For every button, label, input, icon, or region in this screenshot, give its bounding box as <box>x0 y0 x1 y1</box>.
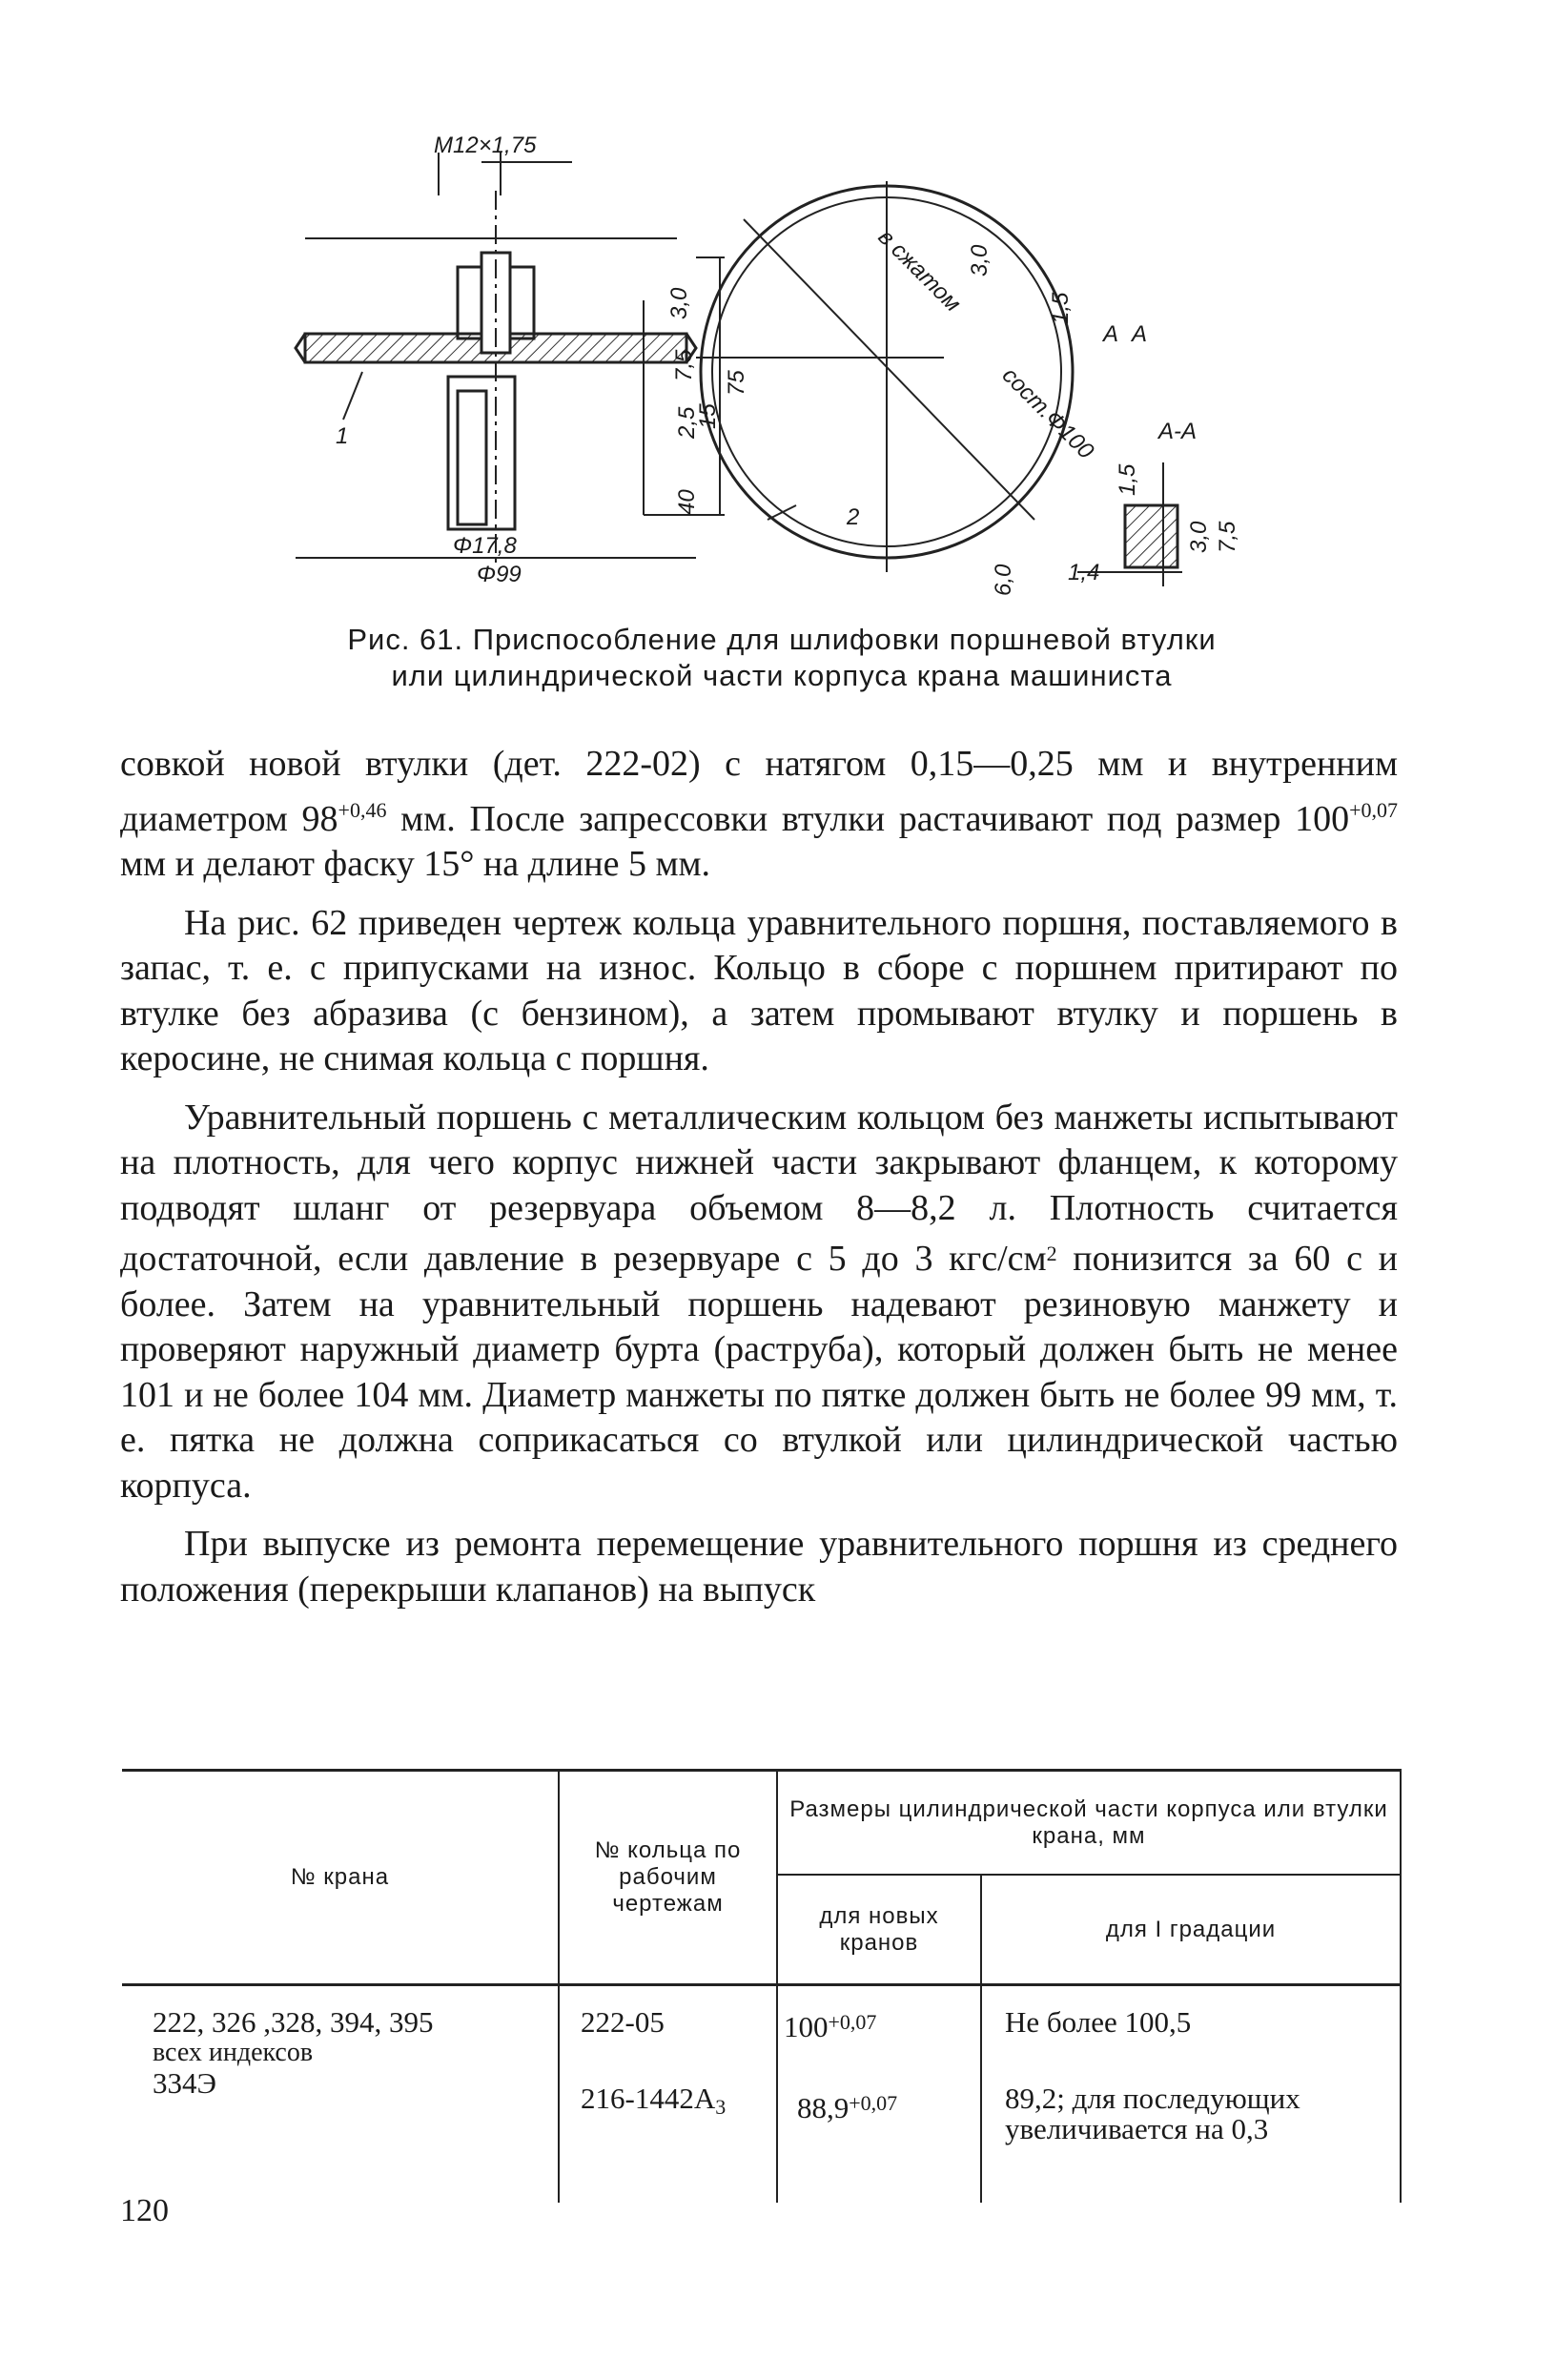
label-dim-2-5: 2,5 <box>674 406 700 439</box>
label-thread: M12×1,75 <box>434 133 537 158</box>
dimensions-table <box>122 1769 1402 2203</box>
table-cell-new <box>777 1985 981 2204</box>
grinding-fixture <box>296 153 725 563</box>
header-ring-no: № кольца по рабочим чертежам <box>559 1771 777 1985</box>
label-d-inner: Φ17,8 <box>453 533 517 559</box>
header-grade-1: для I градации <box>981 1875 1401 1984</box>
label-sec-3-0: 3,0 <box>1186 521 1212 553</box>
row2-new: $88,9^{+0,07}$ <box>797 2091 898 2124</box>
row1-new: $100^{+0,07}$ <box>784 2010 877 2043</box>
row1-ring: 222-05 <box>581 2005 665 2039</box>
figure-61-drawing <box>267 133 1297 629</box>
label-dim-75: 75 <box>724 370 749 396</box>
header-new-cranes: для новых кранов <box>777 1875 981 1984</box>
row1-indices: всех индексов <box>153 2038 314 2067</box>
row2-grade: 89,2; для последующих увеличивается на 0,3 <box>1005 2082 1300 2145</box>
row1-grade: Не более 100,5 <box>1005 2005 1192 2039</box>
label-ring-gap: 3,0 <box>967 244 993 277</box>
label-sec-7-5: 7,5 <box>1215 521 1240 553</box>
row2-ring: $216-1442А_3$ <box>581 2082 727 2119</box>
label-part-1: 1 <box>336 423 349 449</box>
body-text <box>120 742 1398 1612</box>
label-dim-15: 15 <box>695 403 721 429</box>
label-dim-40: 40 <box>674 489 700 515</box>
paragraph-4: При выпуске из ремонта перемещение уравнительного поршня из среднего положения (перекрыши клапанов) на выпуск <box>120 1524 1398 1610</box>
label-dim-1-4: 1,4 <box>1068 560 1100 585</box>
figure-caption <box>238 622 1325 694</box>
paragraph-1: совкой новой втулки (дет. 222-02) с натягом 0,15—0,25 мм и внутренним диаметром $98^{+0,46}$ мм. После запрессовки втулки растачивают под размер $100^{+0,07}$ мм и делают фаску 15° на длине 5 мм. <box>120 744 1399 884</box>
row1-crane: 222, 326 ,328, 394, 395 <box>153 2005 434 2039</box>
label-sec-1-5: 1,5 <box>1115 463 1140 496</box>
paragraph-2: На рис. 62 приведен чертеж кольца уравнительного поршня, поставляемого в запас, т. е. с припусками на износ. Кольцо в сборе с поршнем притирают по втулке без абразива (с бензином), а затем промывают втулку и поршень в керосине, не снимая кольца с поршня. <box>120 902 1398 1078</box>
page-number: 120 <box>120 2193 169 2228</box>
label-section-a2: A <box>1132 321 1148 347</box>
table-row <box>122 1985 559 2204</box>
label-dim-3-0: 3,0 <box>666 287 692 319</box>
label-ring-state: сост.Φ100 <box>996 362 1099 464</box>
header-dimensions-group: Размеры цилиндрической части корпуса или втулки крана, мм <box>777 1771 1401 1876</box>
row2-crane: 334Э <box>153 2066 216 2100</box>
label-section-a1: A <box>1103 321 1119 347</box>
label-d-outer: Φ99 <box>477 562 522 587</box>
label-dim-7-5: 7,5 <box>671 349 697 381</box>
label-ring-dim-1-5: 1,5 <box>1048 292 1074 324</box>
label-dim-6-0: 6,0 <box>991 564 1016 596</box>
label-section-title: А-А <box>1158 419 1198 444</box>
table-cell-grade <box>981 1985 1401 2204</box>
header-crane-no: № крана <box>122 1771 559 1985</box>
paragraph-3: Уравнительный поршень с металлическим кольцом без манжеты испытывают на плотность, для чего корпус нижней части закрывают фланцем, к которому подводят шланг от резервуара объемом 8—8,2 л. Плотность считается достаточной, если давление в резервуаре с 5 до 3 кгс/$см^2$ понизится за 60 с и более. Затем на уравнительный поршень надевают резиновую манжету и проверяют наружный диаметр бурта (раструба), который должен быть не менее 101 и не более 104 мм. Диаметр манжеты по пятке должен быть не более 99 мм, т. е. пятка не должна соприкасаться со втулкой или цилиндрической частью корпуса. <box>120 1097 1398 1506</box>
caption-line-1: Рис. 61. Приспособление для шлифовки поршневой втулки <box>347 623 1217 656</box>
table-cell-ring <box>559 1985 777 2204</box>
caption-line-2: или цилиндрической части корпуса крана машиниста <box>391 659 1173 692</box>
piston-ring-drawing <box>696 181 1182 586</box>
label-ring-compressed: в сжатом <box>872 224 966 318</box>
label-part-2: 2 <box>847 504 860 530</box>
